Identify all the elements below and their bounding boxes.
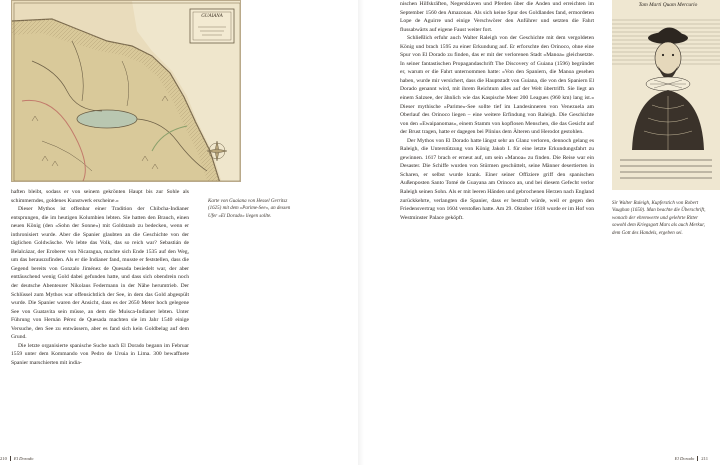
map-title: GUAIANA — [201, 14, 223, 19]
right-page-number: 211 — [701, 456, 708, 461]
footer-divider — [10, 456, 11, 461]
footer-divider — [697, 456, 698, 461]
left-paragraph: haften bleibt, sodass er von seinem gekrönten Haupt bis zur Sohle als schimmerndes, goldenes Kunstwerk erscheine.« — [11, 189, 189, 204]
left-text-column — [11, 188, 189, 367]
guaiana-map — [11, 0, 241, 182]
page-gutter — [358, 0, 364, 465]
portrait-drawing — [612, 0, 720, 190]
left-paragraph: Dieser Mythos ist offenbar einer Tradition der Chibcha-Indianer entsprungen, die im heutigen Kolumbien lebten. Sie hatten den Brauch, einen neuen König (den »Sohn der Sonne«) mit Goldstaub zu bedecken, wenn er inthronisiert wurde. Aber die Spanier glaubten an die Geschichte von der täglichen Goldwäsche. Wo lebte das Volk, das so reich war? Sebastián de Belalcázar, der Eroberer von Nicaragua, machte sich Ende 1535 auf den Weg, um das herauszufinden. Als er die Indianer fand, musste er feststellen, dass die Gegend bereits von Gonzalo Jiménez de Quesada besiedelt war, der aber enttäuschend wenig Gold dabei gefunden hatte, und dass sich obendrein noch der deutsche Abenteurer Nikolaus Federmann in der Nähe herumtrieb. Der Schlüssel zum Mythos war offensichtlich der See, in dem das Gold abgespült wurde. Die Spanier waren der Ansicht, dass es der 2650 Meter hoch gelegene See von Guatavita sein müsse, an dem die Muisca-Indianer lebten. Unter Führung von Hernán Pérez de Quesada machten sie im Jahr 1540 einige Versuche, den See zu entwässern, aber es fand sich kein Goldbelag auf dem Grund. — [11, 206, 189, 341]
portrait-caption: Sir Walter Raleigh, Kupferstich von Robert Vaughan (1650). Man beachte die Überschrift, wonach der ehrenwerte und gelehrte Ritter sowohl dem Kriegsgott Mars als auch Merkur, dem Gott des Handels, ergeben sei. — [612, 201, 706, 236]
right-paragraph: Schließlich erfuhr auch Walter Raleigh von der Geschichte mit dem vergoldeten König und brach 1595 zu einer Erkundung auf. Er erforschte den Orinoco, ohne eine Spur von El Dorado zu finden, das er mit der verlorenen Stadt »Manoa« gleichsetzte. In seiner fantastischen Propagandaschrift The Discovery of Guiana (1596) begründet er, warum er die Fahrt unternommen hatte: »Von den Spaniern, die Manoa gesehen haben, wurde mir versichert, dass die Hauptstadt von Guiana, die von den Spaniern El Dorado genannt wird, mit ihrem Reichtum alles auf der Welt übertrifft. Sie liegt an einem Salzsee, der ähnlich wie das Kaspische Meer 200 Leagues (960 km) lang ist.« Dieser mythische »Parime«-See sollte tief im Landesinneren von Venezuela am Oberlauf des Orinoco liegen – eine weitere Erfindung von Raleigh. Die Geschichte von den »Ewaipanomas«, einem Stamm von kopflosen Menschen, die das Gesicht auf der Brust tragen, hatte er dagegen bei Plinius dem Älteren und Herodot gestohlen. — [400, 35, 594, 136]
left-page-number: 210 — [0, 456, 7, 461]
left-footer — [0, 456, 33, 461]
right-paragraph: Der Mythos von El Dorado hatte längst sehr an Glanz verloren, dennoch gelang es Raleigh, die Unterstützung von König Jakob I. für eine letzte Erkundungsfahrt zu gewinnen. 1617 brach er erneut auf, um sein »Manoa« zu finden. Die Reise war ein Desaster. Die Schiffe wurden von Stürmen geschüttelt, seine Männer desertierten in Scharen, er selbst wurde krank. Einer seiner Offiziere griff den spanischen Außenposten Santo Tomé de Guayana am Orinoco an, und bei diesem Gefecht verlor Raleigh seinen Sohn. Als er mit leeren Händen und gebrochenen Herzen nach England zurückkehrte, verlangten die Spanier, dass er bestraft würde, weil er gegen den Friedensvertrag von 1604 verstoßen hatte. Am 29. Oktober 1618 wurde er im Hof von Westminster Palace geköpft. — [400, 137, 595, 221]
portrait-motto: Tam Marti Quam Mercurio — [638, 2, 698, 8]
right-section-title: El Dorado — [674, 456, 695, 461]
map-drawing — [12, 1, 241, 182]
right-paragraph: nischen Hilfskräften, Negersklaven und Pferden über die Anden und erreichten im September 1560 den Amazonas. Als sich keine Spur des Goldlandes fand, ermordeten Lope de Aguirre und einige Verschwörer den Anführer und setzten die Fahrt flussabwärts auf eigene Faust weiter fort. — [400, 1, 594, 33]
left-paragraph: Die letzte organisierte spanische Suche nach El Dorado begann im Februar 1559 unter dem Kommando von Pedro de Ursúa in Lima. 300 bewaffnete Spanier marschierten mit india- — [11, 342, 189, 366]
raleigh-portrait — [612, 0, 720, 190]
right-text-column — [400, 0, 594, 222]
map-caption: Karte von Guaiana von Hessel Gerritsz (1625) mit dem »Parime-See«, an dessen Ufer »El Dorado« liegen sollte. — [208, 199, 291, 219]
left-section-title: El Dorado — [13, 456, 34, 461]
right-footer — [675, 456, 708, 461]
